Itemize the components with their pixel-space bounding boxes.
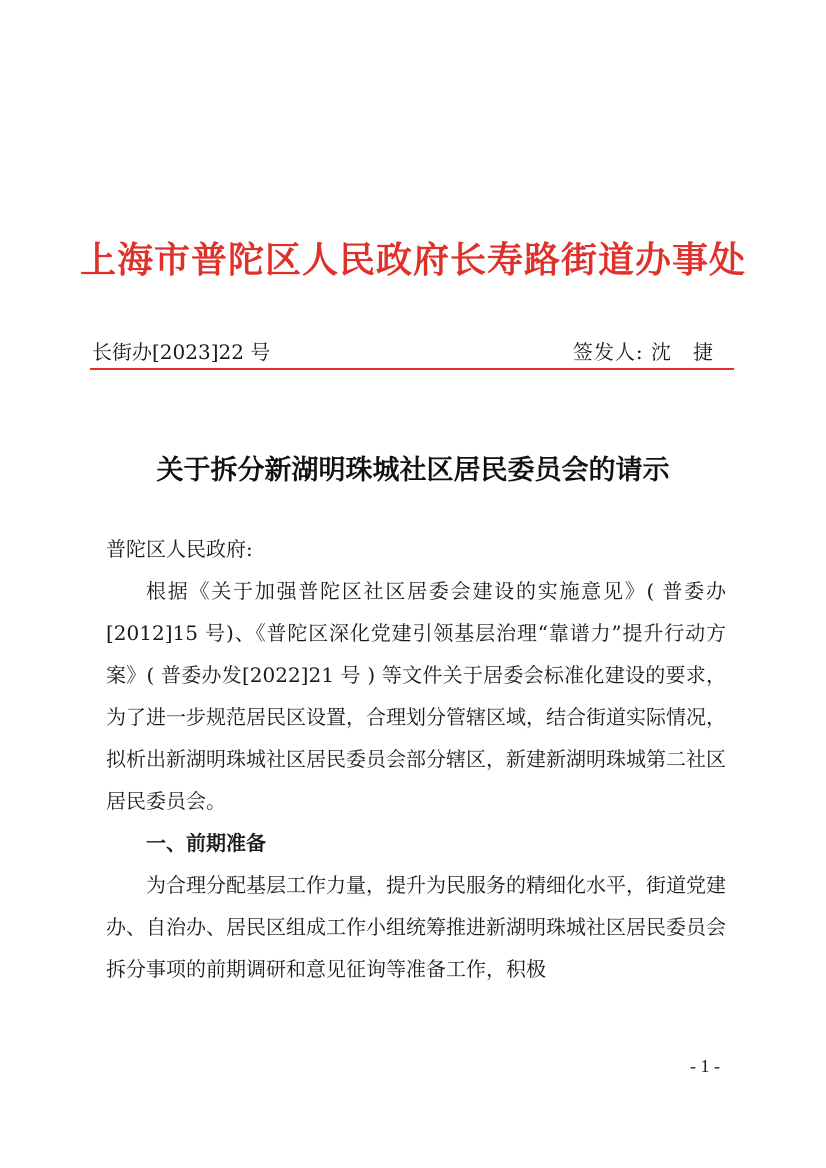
page-number: - 1 - — [690, 1056, 720, 1076]
paragraph-2: 为合理分配基层工作力量，提升为民服务的精细化水平，街道党建办、自治办、居民区组成工作小组统筹推进新湖明珠城社区居民委员会拆分事项的前期调研和意见征询等准备工作，积极 — [106, 873, 726, 981]
document-title: 关于拆分新湖明珠城社区居民委员会的请示 — [156, 455, 670, 486]
salutation: 普陀区人民政府: — [106, 537, 253, 561]
paragraph-1: 根据《关于加强普陀区社区居委会建设的实施意见》( 普委办[2012]15 号)、《普陀区深化党建引领基层治理“靠谱力”提升行动方案》( 普委办发[2022]21 号 ) 等文件关于居委会标准化建设的要求，为了进一步规范居民区设置，合理划分管辖区域，结合街道实际情况，拟析出新湖明珠城社区居民委员会部分辖区，新建新湖明珠城第二社区居民委员会。 — [106, 579, 726, 813]
document-number: 长街办[2023]22 号 — [92, 340, 271, 364]
signer: 签发人: 沈 捷 — [572, 340, 714, 364]
section-heading-1: 一、前期准备 — [146, 831, 266, 855]
letterhead-title: 上海市普陀区人民政府长寿路街道办事处 — [79, 239, 746, 281]
red-divider — [90, 368, 734, 370]
document-body — [106, 528, 726, 990]
